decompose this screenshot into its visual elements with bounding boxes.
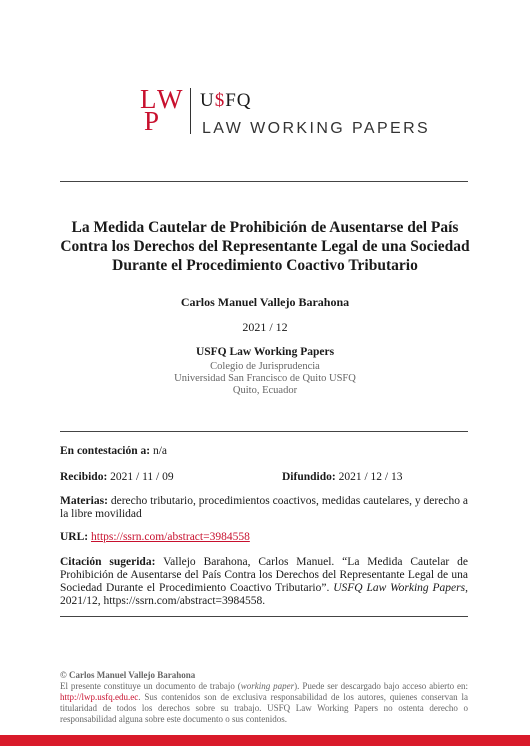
logo-letter-w: W	[157, 84, 183, 114]
top-rule	[60, 181, 468, 182]
citation-label: Citación sugerida:	[60, 556, 156, 568]
logo-divider	[190, 88, 191, 134]
copyright-notice	[60, 670, 468, 725]
logo-letter-l: L	[140, 84, 157, 114]
title-line: La Medida Cautelar de Prohibición de Ausentarse del País	[71, 219, 459, 236]
institution-line: Universidad San Francisco de Quito USFQ	[174, 373, 356, 384]
url-label: URL:	[60, 531, 89, 543]
license-text	[60, 681, 468, 725]
copyright-line: © Carlos Manuel Vallejo Barahona	[60, 670, 196, 680]
received-label: Recibido:	[60, 471, 108, 483]
url-link[interactable]: https://ssrn.com/abstract=3984558	[91, 531, 250, 543]
usfq-u: U	[200, 90, 215, 111]
citation-text: Vallejo Barahona, Carlos Manuel. “La Medida Cautelar de Prohibición de Ausentarse del País Contra los Derechos del Representante Legal de una Sociedad Durante el Procedimiento Coactivo Tributario”.	[60, 556, 469, 594]
author: Carlos Manuel Vallejo Barahona	[180, 295, 350, 309]
citation-journal: USFQ Law Working Papers	[333, 582, 466, 594]
usfq-dollar: $	[214, 90, 226, 111]
mid-rule	[60, 431, 468, 432]
series-logo-text: LAW WORKING PAPERS	[202, 120, 431, 137]
paper-number: 2021 / 12	[242, 320, 288, 334]
in-reply-to	[60, 445, 468, 458]
received	[60, 471, 260, 484]
license-text-2: ). Puede ser descargado bajo acceso abierto en:	[294, 681, 468, 691]
logo-letter-p: P	[144, 106, 160, 136]
suggested-citation	[60, 556, 468, 608]
bottom-rule	[60, 616, 468, 617]
title-line: Contra los Derechos del Representante Legal de una Sociedad	[60, 238, 470, 255]
institution-line: Quito, Ecuador	[232, 385, 298, 396]
license-text-italic: working paper	[240, 681, 295, 691]
lwp-logo	[140, 86, 182, 136]
institution	[60, 361, 470, 397]
paper-title	[60, 218, 470, 275]
published-label: Difundido:	[282, 471, 336, 483]
subjects-label: Materias:	[60, 495, 108, 507]
citation-tail: , 2021/12, https://ssrn.com/abstract=3984558.	[60, 582, 468, 607]
footer-red-bar	[0, 735, 530, 746]
url-row	[60, 531, 468, 544]
lwp-link[interactable]: http://lwp.usfq.edu.ec	[60, 692, 139, 702]
published-value: 2021 / 12 / 13	[338, 471, 403, 483]
series-name: USFQ Law Working Papers	[195, 346, 335, 358]
title-line: Durante el Procedimiento Coactivo Tributario	[112, 257, 418, 274]
institution-line: Colegio de Jurisprudencia	[210, 361, 320, 372]
in-reply-to-value: n/a	[152, 445, 168, 457]
license-text-1: El presente constituye un documento de trabajo (	[60, 681, 241, 691]
subjects-value: derecho tributario, procedimientos coactivos, medidas cautelares, y derecho a la libre movilidad	[60, 495, 468, 520]
usfq-logo	[200, 90, 252, 112]
license-text-3: . Sus contenidos son de exclusiva responsabilidad de los autores, quienes conservan la titularidad de todos los derechos sobre su trabajo. USFQ Law Working Papers no ostenta derecho o responsabilidad alguna sobre este documento o sus contenidos.	[60, 692, 468, 724]
published	[282, 471, 468, 484]
usfq-fq: FQ	[225, 90, 252, 111]
received-value: 2021 / 11 / 09	[110, 471, 174, 483]
subjects	[60, 495, 468, 521]
in-reply-to-label: En contestación a:	[60, 445, 151, 457]
